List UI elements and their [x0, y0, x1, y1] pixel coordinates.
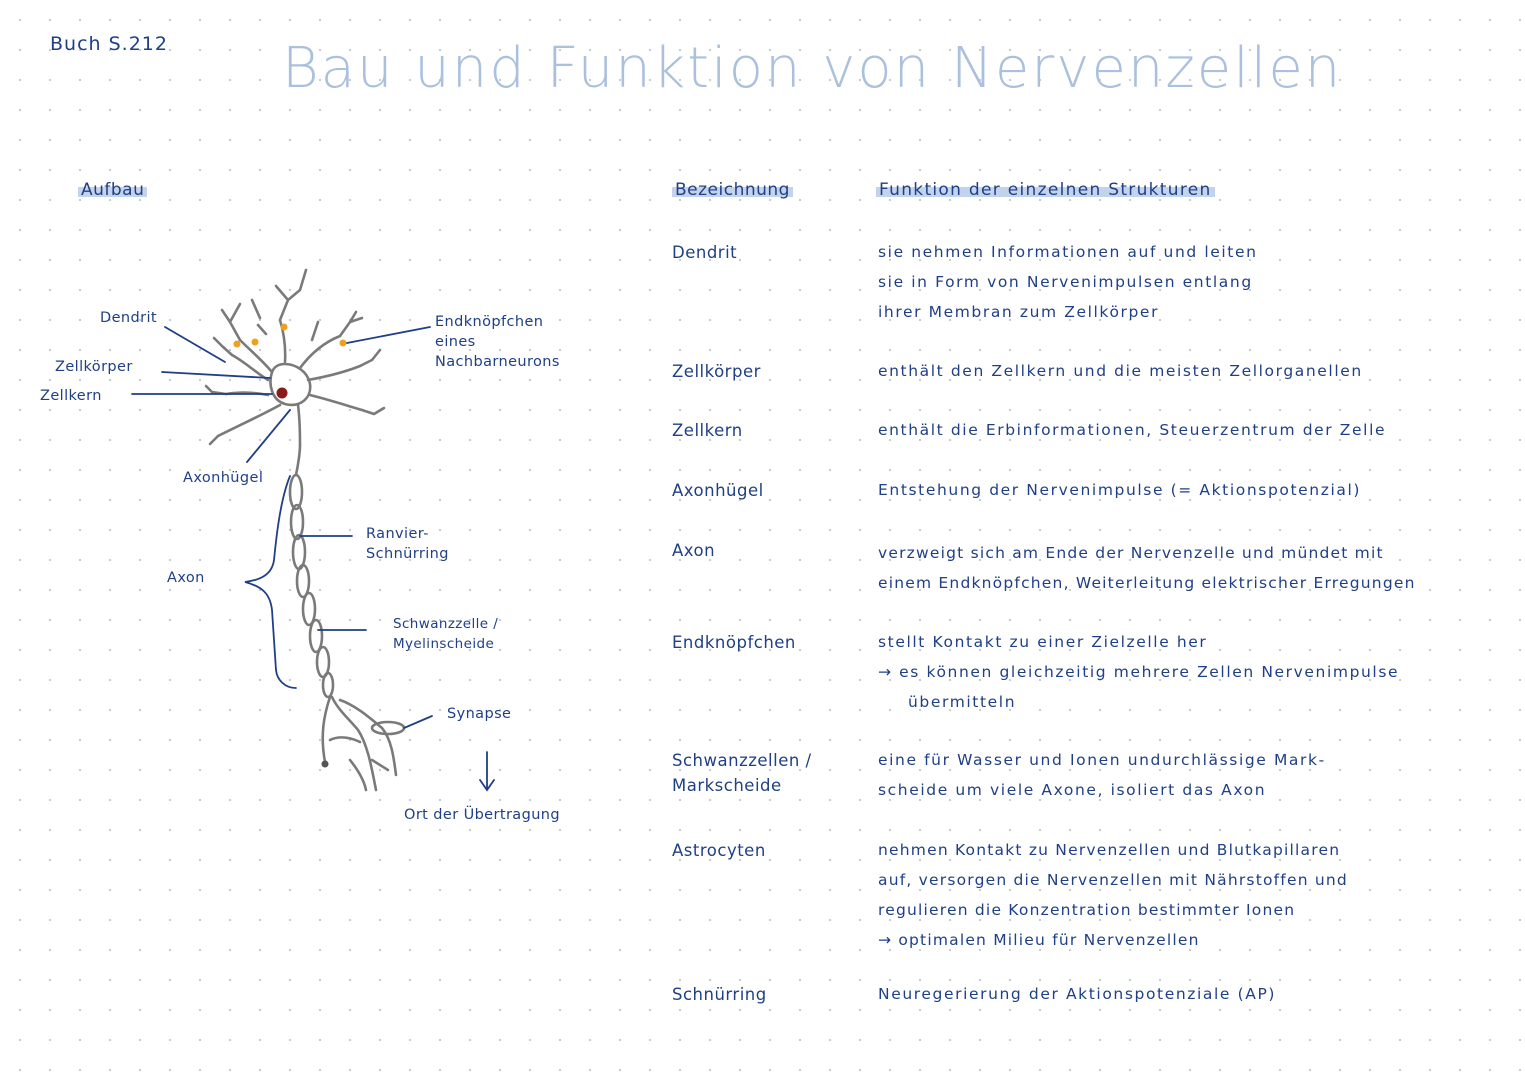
desc-schwanzzellen: eine für Wasser und Ionen undurchlässige Mark- scheide um viele Axone, isoliert das Axon [878, 751, 1326, 799]
desc-zellkoerper: enthält den Zellkern und die meisten Zellorganellen [878, 362, 1363, 380]
desc-axonhuegel: Entstehung der Nervenimpulse (= Aktionspotenzial) [878, 481, 1362, 499]
desc-astrocyten: nehmen Kontakt zu Nervenzellen und Blutkapillaren auf, versorgen die Nervenzellen mit Nährstoffen und regulieren die Konzentration bestimmter Ionen → optimalen Milieu für Nervenzellen [878, 841, 1348, 949]
label-ort-der-uebertragung: Ort der Übertragung [404, 807, 560, 823]
term-schwanzzellen: Schwanzzellen / Markscheide [672, 751, 812, 795]
term-zellkoerper: Zellkörper [672, 362, 761, 381]
term-endknoepfchen: Endknöpfchen [672, 633, 796, 652]
label-ranvier: Ranvier-Schnürring [366, 526, 449, 562]
desc-schnuerring: Neuregerierung der Aktionspotenziale (AP) [878, 985, 1277, 1003]
term-axon: Axon [672, 541, 716, 560]
label-endknoepfchen: Endknöpfchen eines Nachbarneurons [435, 314, 560, 370]
neuron-diagram [0, 0, 620, 860]
desc-axon: verzweigt sich am Ende der Nervenzelle und mündet mit einem Endknöpfchen, Weiterleitung elektrischer Erregungen [878, 544, 1416, 592]
label-zellkern: Zellkern [40, 388, 102, 404]
term-dendrit: Dendrit [672, 243, 738, 262]
page-reference: Buch S.212 [50, 33, 168, 55]
label-axon: Axon [167, 570, 205, 586]
label-synapse: Synapse [447, 706, 512, 722]
column-header-bezeichnung: Bezeichnung [672, 180, 793, 200]
desc-dendrit: sie nehmen Informationen auf und leiten sie in Form von Nervenimpulsen entlang ihrer Membran zum Zellkörper [878, 243, 1258, 321]
term-schnuerring: Schnürring [672, 985, 767, 1004]
label-dendrit: Dendrit [100, 310, 157, 326]
nucleus-dot [277, 388, 288, 399]
section-heading-aufbau: Aufbau [78, 180, 147, 200]
term-zellkern: Zellkern [672, 421, 743, 440]
label-axonhuegel: Axonhügel [183, 470, 264, 486]
term-axonhuegel: Axonhügel [672, 481, 764, 500]
desc-endknoepfchen: stellt Kontakt zu einer Zielzelle her → es können gleichzeitig mehrere Zellen Nervenimpulse übermitteln [878, 633, 1400, 711]
column-header-funktion: Funktion der einzelnen Strukturen [876, 180, 1215, 200]
label-schwann: Schwanzzelle / Myelinscheide [393, 616, 499, 652]
term-astrocyten: Astrocyten [672, 841, 766, 860]
label-zellkoerper: Zellkörper [55, 359, 133, 375]
page-title: Bau und Funktion von Nervenzellen [282, 36, 1343, 101]
desc-zellkern: enthält die Erbinformationen, Steuerzentrum der Zelle [878, 421, 1387, 439]
